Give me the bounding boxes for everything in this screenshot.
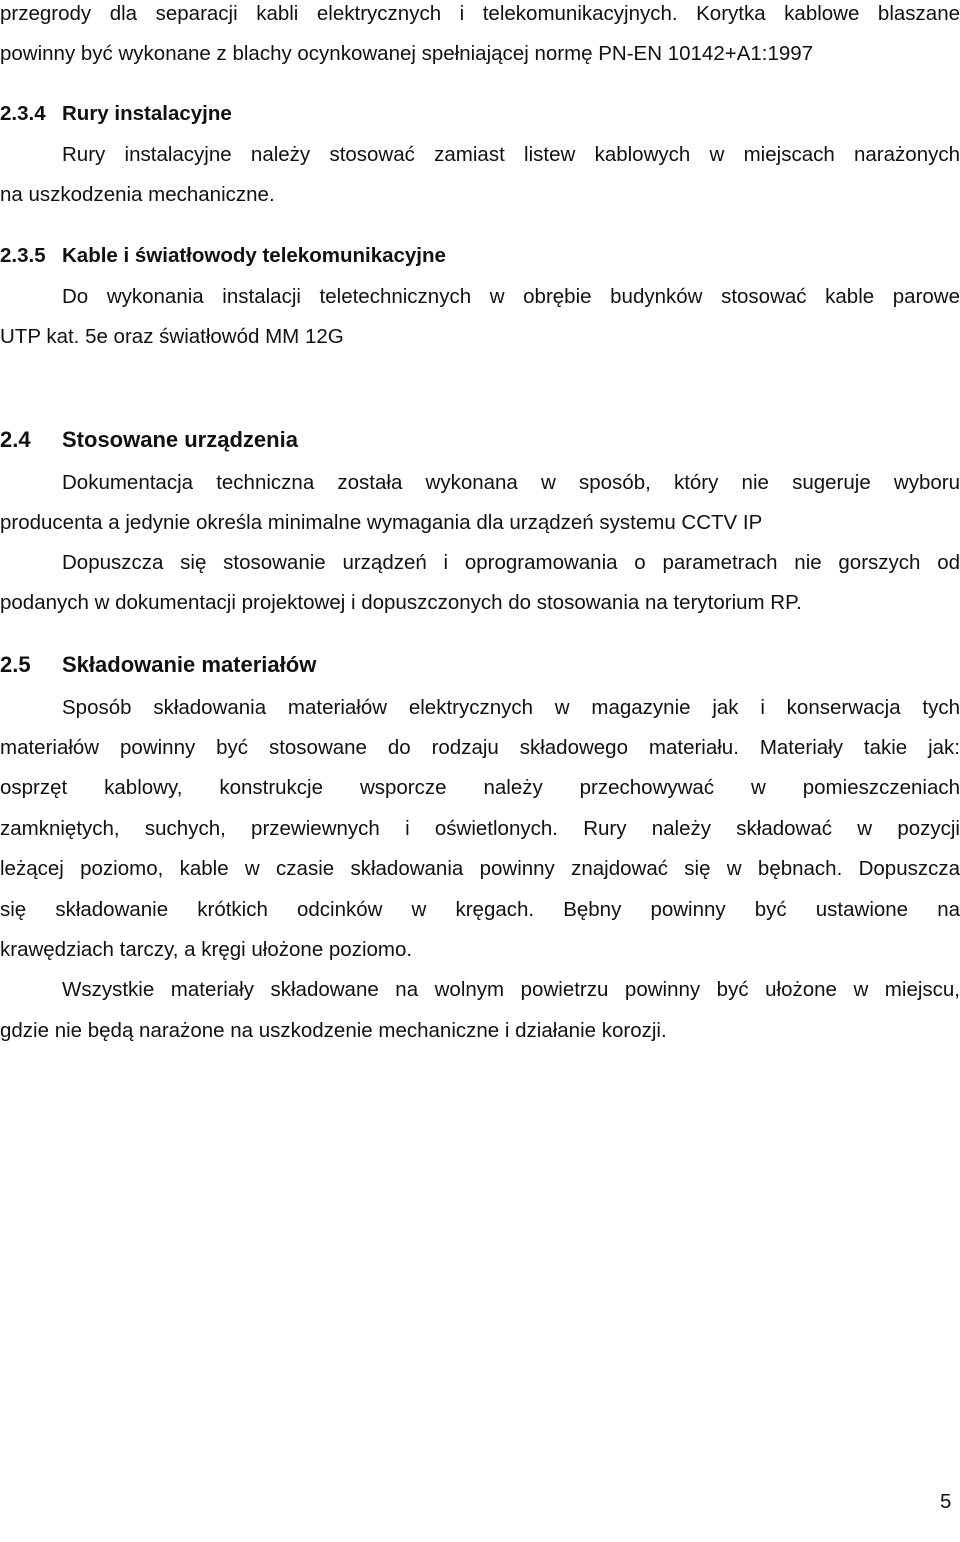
section-2-4-heading xyxy=(0,427,960,453)
s24-p2-line-1: Dopuszcza się stosowanie urządzeń i oprogramowania o parametrach nie gorszych od xyxy=(62,551,960,574)
section-2-3-4-heading xyxy=(0,101,960,127)
s25-p1-line-5: leżącej poziomo, kable w czasie składowania powinny znajdować się w bębnach. Dopuszcza xyxy=(0,857,960,880)
section-title: Rury instalacyjne xyxy=(62,102,232,125)
s235-line-1: Do wykonania instalacji teletechnicznych w obrębie budynków stosować kable parowe xyxy=(62,285,960,308)
section-title: Składowanie materiałów xyxy=(62,652,317,677)
s25-p1-line-1: Sposób składowania materiałów elektrycznych w magazynie jak i konserwacja tych xyxy=(62,696,960,719)
s24-p1-line-2: producenta a jedynie określa minimalne wymagania dla urządzeń systemu CCTV IP xyxy=(0,511,763,534)
s235-line-2: UTP kat. 5e oraz światłowód MM 12G xyxy=(0,325,344,348)
section-2-5-heading xyxy=(0,652,960,678)
s25-p1-line-4: zamkniętych, suchych, przewiewnych i oświetlonych. Rury należy składować w pozycji xyxy=(0,817,960,840)
s25-p2-line-2: gdzie nie będą narażone na uszkodzenie mechaniczne i działanie korozji. xyxy=(0,1019,667,1042)
s234-line-2: na uszkodzenia mechaniczne. xyxy=(0,183,275,206)
section-title: Kable i światłowody telekomunikacyjne xyxy=(62,244,446,267)
s25-p2-line-1: Wszystkie materiały składowane na wolnym powietrzu powinny być ułożone w miejscu, xyxy=(62,978,960,1001)
s25-p1-line-6: się składowanie krótkich odcinków w kręgach. Bębny powinny być ustawione na xyxy=(0,898,960,921)
intro-line-2: powinny być wykonane z blachy ocynkowanej spełniającej normę PN-EN 10142+A1:1997 xyxy=(0,42,814,65)
section-title: Stosowane urządzenia xyxy=(62,427,298,452)
s24-p2-line-2: podanych w dokumentacji projektowej i dopuszczonych do stosowania na terytorium RP. xyxy=(0,591,802,614)
s234-line-1: Rury instalacyjne należy stosować zamiast listew kablowych w miejscach narażonych xyxy=(62,143,960,166)
s25-p1-line-7: krawędziach tarczy, a kręgi ułożone poziomo. xyxy=(0,938,413,961)
section-number: 2.5 xyxy=(0,652,31,677)
intro-line-1: przegrody dla separacji kabli elektrycznych i telekomunikacyjnych. Korytka kablowe blaszane xyxy=(0,2,960,25)
section-number: 2.3.5 xyxy=(0,244,46,267)
page-number: 5 xyxy=(940,1490,952,1513)
s25-p1-line-3: osprzęt kablowy, konstrukcje wsporcze należy przechowywać w pomieszczeniach xyxy=(0,776,960,799)
section-number: 2.3.4 xyxy=(0,102,46,125)
section-2-3-5-heading xyxy=(0,243,960,269)
section-number: 2.4 xyxy=(0,427,31,452)
s24-p1-line-1: Dokumentacja techniczna została wykonana w sposób, który nie sugeruje wyboru xyxy=(62,471,960,494)
s25-p1-line-2: materiałów powinny być stosowane do rodzaju składowego materiału. Materiały takie jak: xyxy=(0,736,960,759)
